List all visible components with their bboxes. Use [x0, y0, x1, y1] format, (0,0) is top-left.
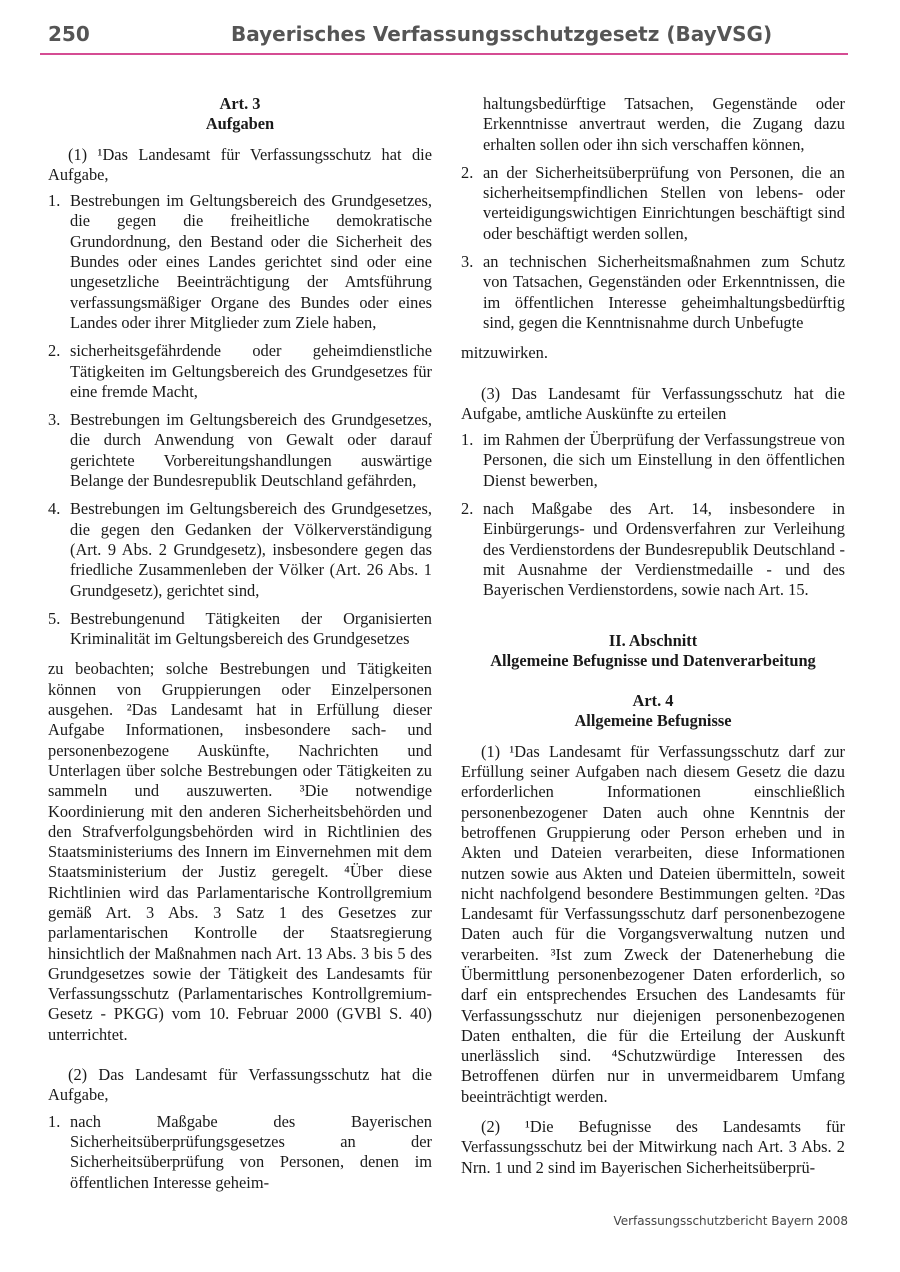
- art3-para1-intro: (1) ¹Das Landesamt für Verfassungsschutz hat die Aufgabe,: [48, 144, 432, 184]
- art3-para1-continuation: zu beobachten; solche Bestrebungen und Tätigkeiten können von Gruppierungen oder Einzelpersonen ausgehen. ²Das Landesamt hat in Erfüllung dieser Aufgabe Informationen, insbesondere sach- und personenbezogene Auskünfte, Nachrichten und Unterlagen über solche Bestrebungen oder Tätigkeiten zu sammeln und auszuwerten. ³Die notwendige Koordinierung mit den anderen Sicherheitsbehörden und den Strafverfolgungsbehörden wird in Richtlinien des Staatsministeriums des Innern im Einvernehmen mit dem Staatsministerium der Justiz geregelt. ⁴Über diese Richtlinien wird das Parlamentarische Kontrollgremium gemäß Art. 3 Abs. 3 Satz 1 des Gesetzes zur parlamentarischen Kontrolle der Staatsregierung hinsichtlich der Maßnahmen nach Art. 13 Abs. 3 bis 5 des Grundgesetzes sowie der Tätigkeit des Landesamts für Verfassungsschutz (Parlamentarisches Kontrollgremium-Gesetz - PKGG) vom 10. Februar 2000 (GVBl S. 40) unterrichtet.: [48, 659, 432, 1044]
- art3-para2-continuation: mitzuwirken.: [461, 343, 548, 363]
- article-3-number: Art. 3: [219, 94, 261, 113]
- list-item: 2. nach Maßgabe des Art. 14, insbesondere in Einbürgerungs- und Ordensverfahren zur Verleihung des Verdienstordens der Bundesrepublik Deutschland - mit Ausnahme der Verdienstmedaille - und des Bayerischen Verdienstordens, sowie nach Art. 15.: [461, 499, 845, 600]
- footer-text: Verfassungsschutzbericht Bayern 2008: [613, 1214, 848, 1228]
- art4-para2: (2) ¹Die Befugnisse des Landesamts für Verfassungsschutz bei der Mitwirkung nach Art. 3 Abs. 2 Nrn. 1 und 2 sind im Bayerischen Sicherheitsüberprü-: [461, 1117, 845, 1177]
- list-item: haltungsbedürftige Tatsachen, Gegenstände oder Erkenntnisse anvertraut werden, die Zugang dazu erhalten sollen oder ihn sich verschaffen können,: [483, 94, 845, 154]
- page-number: 250: [48, 22, 90, 46]
- list-item: 1. Bestrebungen im Geltungsbereich des Grundgesetzes, die gegen die freiheitliche demokratische Grundordnung, den Bestand oder die Sicherheit des Bundes oder eines Landes gerichtet sind oder eine ungesetzliche Beeinträchtigung der Amtsführung verfassungsmäßiger Organe des Bundes oder eines Landes oder ihrer Mitglieder zum Ziele haben,: [48, 191, 432, 332]
- list-item: 2. sicherheitsgefährdende oder geheimdienstliche Tätigkeiten im Geltungsbereich des Grundgesetzes für eine fremde Macht,: [48, 341, 432, 401]
- art3-para1-list: [48, 191, 432, 649]
- list-item: 4. Bestrebungen im Geltungsbereich des Grundgesetzes, die gegen den Gedanken der Völkerverständigung (Art. 9 Abs. 2 Grundgesetz), insbesondere gegen das friedliche Zusammenleben der Völker (Art. 26 Abs. 1 Grundgesetz), gerichtet sind,: [48, 499, 432, 600]
- list-item: 3. an technischen Sicherheitsmaßnahmen zum Schutz von Tatsachen, Gegenständen oder Erkenntnissen, die im öffentlichen Interesse geheimhaltungsbedürftig sind, gegen die Kenntnisnahme durch Unbefugte: [461, 252, 845, 332]
- art4-para1: (1) ¹Das Landesamt für Verfassungsschutz darf zur Erfüllung seiner Aufgaben nach diesem Gesetz die dazu erforderlichen Informationen einschließlich personenbezogener Daten auch ohne Kenntnis der betroffenen Gruppierung oder Person erheben und in Akten und Dateien verarbeiten, diese Informationen nutzen sowie aus Akten und Dateien übermitteln, soweit nicht nachfolgend besondere Bestimmungen gelten. ²Das Landesamt für Verfassungsschutz darf personenbezogene Daten auch für die Vorgangsverwaltung nutzen und verarbeiten. ³Ist zum Zweck der Datenerhebung die Übermittlung personenbezogener Daten erforderlich, so darf ein entsprechendes Ersuchen des Landesamts für Verfassungsschutz nur diejenigen personenbezogenen Daten enthalten, die für die Erteilung der Auskunft unerlässlich sind. ⁴Schutzwürdige Interessen des Betroffenen dürfen nur in unvermeidbarem Umfang beeinträchtigt werden.: [461, 741, 845, 1106]
- art3-para2-list-continued: [461, 94, 845, 333]
- art3-para3-list: [461, 430, 845, 600]
- section-number: II. Abschnitt: [608, 630, 698, 650]
- list-item: 1. im Rahmen der Überprüfung der Verfassungstreue von Personen, die sich um Einstellung in den öffentlichen Dienst bewerben,: [461, 430, 845, 490]
- left-column: [48, 94, 432, 1193]
- article-3-title: Aufgaben: [205, 114, 275, 134]
- list-item: 2. an der Sicherheitsüberprüfung von Personen, die an sicherheitsempfindlichen Stellen von lebens- oder verteidigungswichtigen Einrichtungen beschäftigt sind oder beschäftigt werden sollen,: [461, 162, 845, 243]
- art3-para3-intro: (3) Das Landesamt für Verfassungsschutz hat die Aufgabe, amtliche Auskünfte zu erteilen: [461, 383, 845, 423]
- right-column: [461, 94, 845, 1178]
- list-item: 1. nach Maßgabe des Bayerischen Sicherheitsüberprüfungsgesetzes an der Sicherheitsüberprüfung von Personen, denen im öffentlichen Interesse geheim-: [48, 1111, 432, 1192]
- header-rule: [40, 53, 848, 55]
- running-header-title: Bayerisches Verfassungsschutzgesetz (BayVSG): [231, 22, 773, 46]
- list-item: 5. Bestrebungenund Tätigkeiten der Organisierten Kriminalität im Geltungsbereich des Grundgesetzes: [48, 608, 432, 649]
- art3-para2-intro: (2) Das Landesamt für Verfassungsschutz hat die Aufgabe,: [48, 1065, 432, 1105]
- section-title: Allgemeine Befugnisse und Datenverarbeitung: [490, 650, 816, 670]
- article-4-title: Allgemeine Befugnisse: [574, 711, 732, 731]
- list-item: 3. Bestrebungen im Geltungsbereich des Grundgesetzes, die durch Anwendung von Gewalt oder darauf gerichtete Vorbereitungshandlungen auswärtige Belange der Bundesrepublik Deutschland gefährden,: [48, 410, 432, 491]
- art3-para2-list: [48, 1112, 432, 1193]
- article-4-number: Art. 4: [632, 691, 674, 711]
